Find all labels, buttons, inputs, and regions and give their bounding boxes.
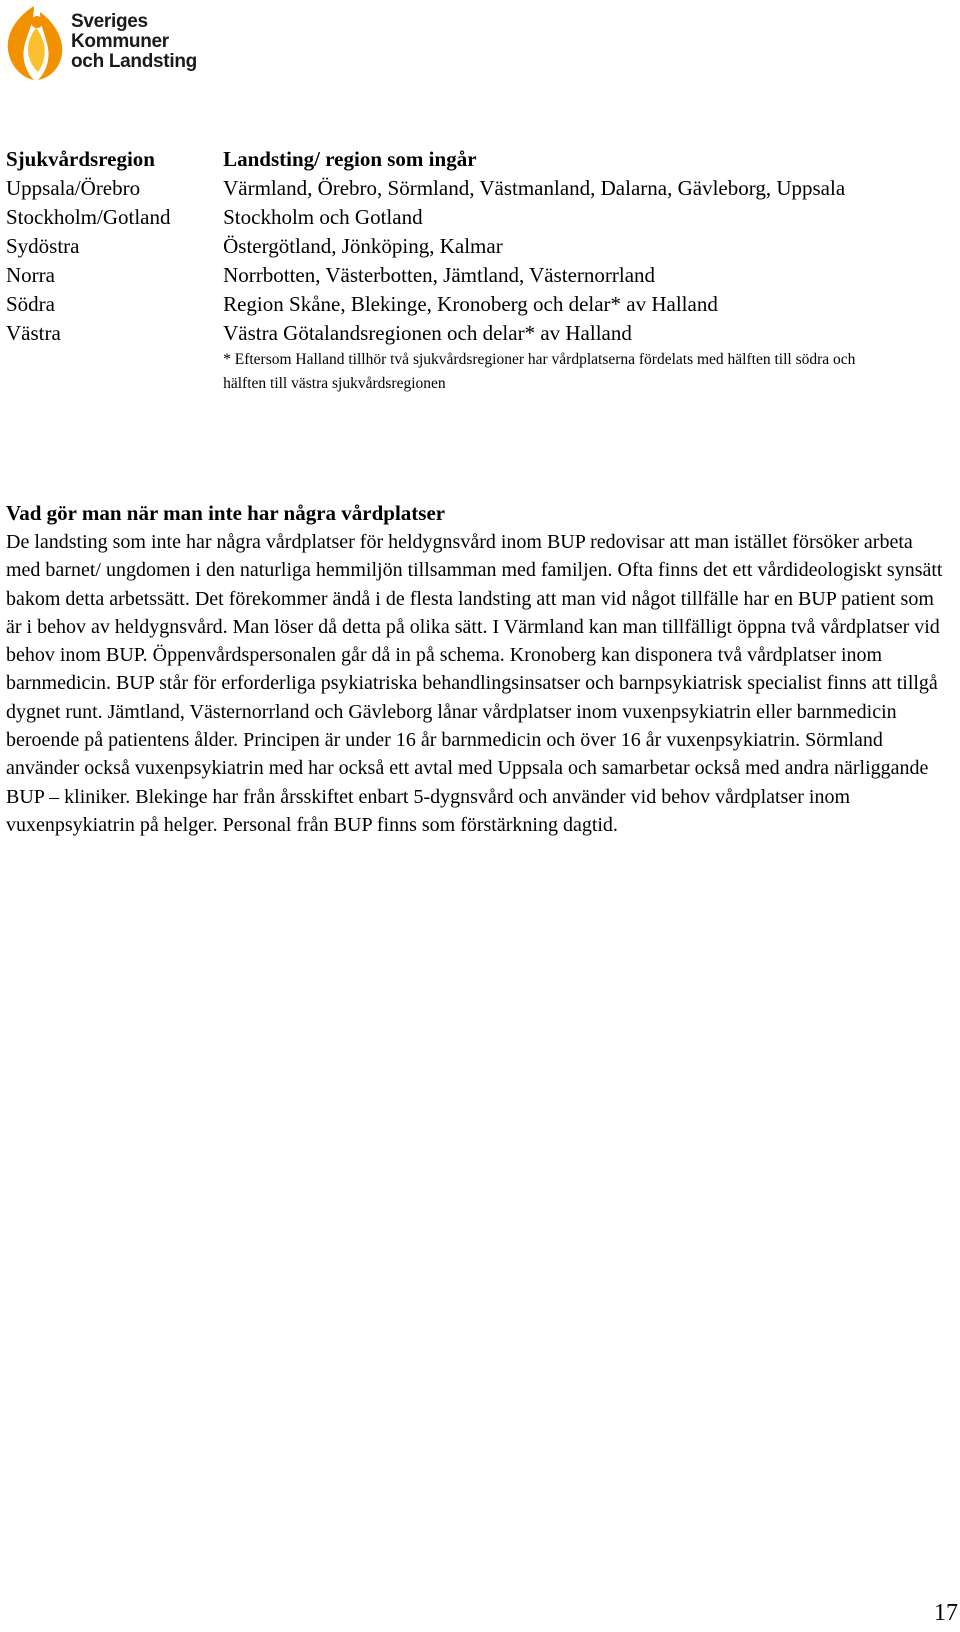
region-name: Norra: [6, 263, 55, 287]
regions-table: [6, 145, 906, 396]
table-footnote: * Eftersom Halland tillhör två sjukvårdsregioner har vårdplatserna fördelats med hälften till södra och hälften till västra sjukvårdsregionen: [223, 351, 856, 392]
region-name: Stockholm/Gotland: [6, 205, 171, 229]
region-members: Västra Götalandsregionen och delar* av Halland: [223, 321, 632, 345]
table-row: [6, 174, 906, 203]
flame-logo-icon: [4, 2, 66, 82]
logo-line-3: och Landsting: [71, 51, 197, 72]
organization-logo: [4, 2, 197, 82]
region-name: Uppsala/Örebro: [6, 176, 141, 200]
no-beds-section: [6, 498, 946, 839]
region-name: Södra: [6, 292, 55, 316]
footnote-row: [6, 348, 906, 396]
region-members: Region Skåne, Blekinge, Kronoberg och delar* av Halland: [223, 292, 718, 316]
table-row: [6, 261, 906, 290]
region-members: Värmland, Örebro, Sörmland, Västmanland, Dalarna, Gävleborg, Uppsala: [223, 176, 846, 200]
page-number: 17: [934, 1600, 958, 1626]
region-members: Norrbotten, Västerbotten, Jämtland, Västernorrland: [223, 263, 656, 287]
table-header-row: [6, 145, 906, 174]
footnote-spacer: [6, 348, 223, 396]
table-row: [6, 290, 906, 319]
section-body: De landsting som inte har några vårdplatser för heldygnsvård inom BUP redovisar att man istället försöker arbeta med barnet/ ungdomen i den naturliga hemmiljön tillsamman med familjen. Ofta finns det ett vårdideologiskt synsätt bakom detta arbetssätt. Det förekommer ändå i de flesta landsting att man vid något tillfälle har en BUP patient som är i behov av heldygnsvård. Man löser då detta på olika sätt. I Värmland kan man tillfälligt öppna två vårdplatser vid behov inom BUP. Öppenvårdspersonalen går då in på schema. Kronoberg kan disponera två vårdplatser inom barnmedicin. BUP står för erforderliga psykiatriska behandlingsinsatser och barnpsykiatrisk specialist finns att tillgå dygnet runt. Jämtland, Västernorrland och Gävleborg lånar vårdplatser inom vuxenpsykiatrin eller barnmedicin beroende på patientens ålder. Principen är under 16 år barnmedicin och över 16 år vuxenpsykiatrin. Sörmland använder också vuxenpsykiatrin med har också ett avtal med Uppsala och samarbetar också med andra närliggande BUP – kliniker. Blekinge har från årsskiftet enbart 5-dygnsvård och använder vid behov vårdplatser inom vuxenpsykiatrin på helger. Personal från BUP finns som förstärkning dagtid.: [6, 531, 943, 836]
table-row: [6, 232, 906, 261]
logo-wordmark: [71, 12, 197, 72]
column-header-members: Landsting/ region som ingår: [223, 147, 477, 171]
logo-line-1: Sveriges: [71, 11, 148, 32]
region-name: Västra: [6, 321, 61, 345]
region-members: Stockholm och Gotland: [223, 205, 423, 229]
logo-line-2: Kommuner: [71, 31, 169, 52]
region-members: Östergötland, Jönköping, Kalmar: [223, 234, 503, 258]
column-header-region: Sjukvårdsregion: [6, 147, 155, 171]
region-name: Sydöstra: [6, 234, 80, 258]
table-row: [6, 319, 906, 348]
table-row: [6, 203, 906, 232]
section-heading: Vad gör man när man inte har några vårdplatser: [6, 501, 446, 525]
